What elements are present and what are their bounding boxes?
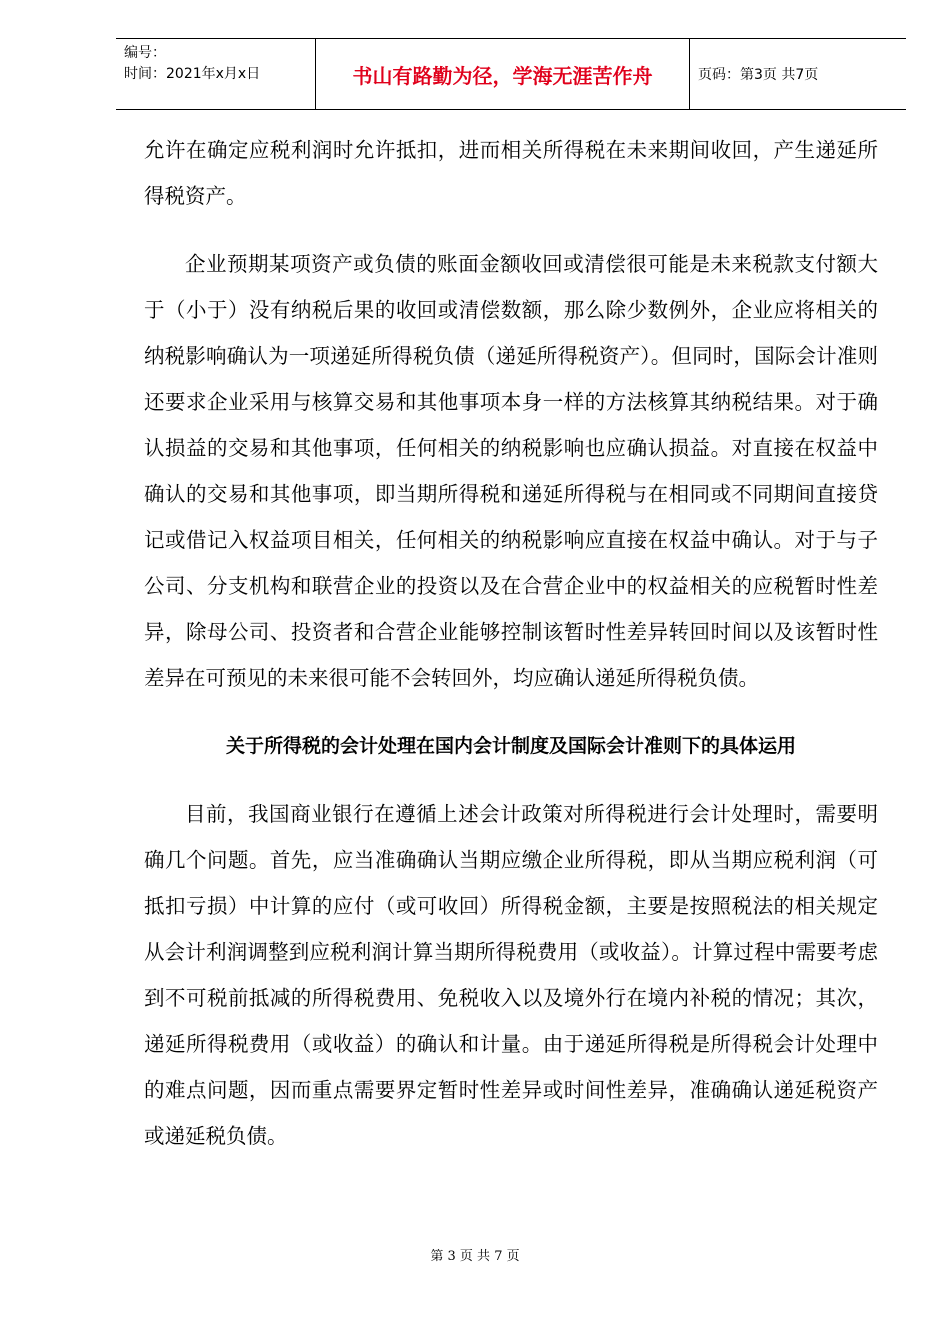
page-footer: 第 3 页 共 7 页 [430, 1249, 520, 1264]
paragraph: 目前，我国商业银行在遵循上述会计政策对所得税进行会计处理时，需要明确几个问题。首先，应当准确确认当期应缴企业所得税，即从当期应税利润（可抵扣亏损）中计算的应付（或可收回）所得税金额，主要是按照税法的相关规定从会计利润调整到应税利润计算当期所得税费用（或收益）。计算过程中需要考虑到不可税前抵减的所得税费用、免税收入以及境外行在境内补税的情况；其次，递延所得税费用（或收益）的确认和计量。由于递延所得税是所得税会计处理中的难点问题，因而重点需要界定暂时性差异或时间性差异，准确确认递延税资产或递延税负债。 [144, 802, 878, 1148]
document-body [144, 127, 878, 1159]
header-motto: 书山有路勤为径，学海无涯苦作舟 [316, 39, 690, 109]
serial-label: 编号： [124, 45, 166, 61]
paragraph: 企业预期某项资产或负债的账面金额收回或清偿很可能是未来税款支付额大于（小于）没有纳税后果的收回或清偿数额，那么除少数例外，企业应将相关的纳税影响确认为一项递延所得税负债（递延所得税资产）。但同时，国际会计准则还要求企业采用与核算交易和其他事项本身一样的方法核算其纳税结果。对于确认损益的交易和其他事项，任何相关的纳税影响也应确认损益。对直接在权益中确认的交易和其他事项，即当期所得税和递延所得税与在相同或不同期间直接贷记或借记入权益项目相关，任何相关的纳税影响应直接在权益中确认。对于与子公司、分支机构和联营企业的投资以及在合营企业中的权益相关的应税暂时性差异，除母公司、投资者和合营企业能够控制该暂时性差异转回时间以及该暂时性差异在可预见的未来很可能不会转回外，均应确认递延所得税负债。 [144, 252, 878, 690]
time-label: 时间：2021年x月x日 [124, 66, 261, 82]
header-page-info: 页码：第3页 共7页 [698, 67, 819, 83]
page-header [116, 38, 906, 110]
header-meta [116, 39, 316, 109]
paragraph: 允许在确定应税利润时允许抵扣，进而相关所得税在未来期间收回，产生递延所得税资产。 [144, 138, 878, 208]
section-heading: 关于所得税的会计处理在国内会计制度及国际会计准则下的具体运用 [225, 735, 796, 757]
